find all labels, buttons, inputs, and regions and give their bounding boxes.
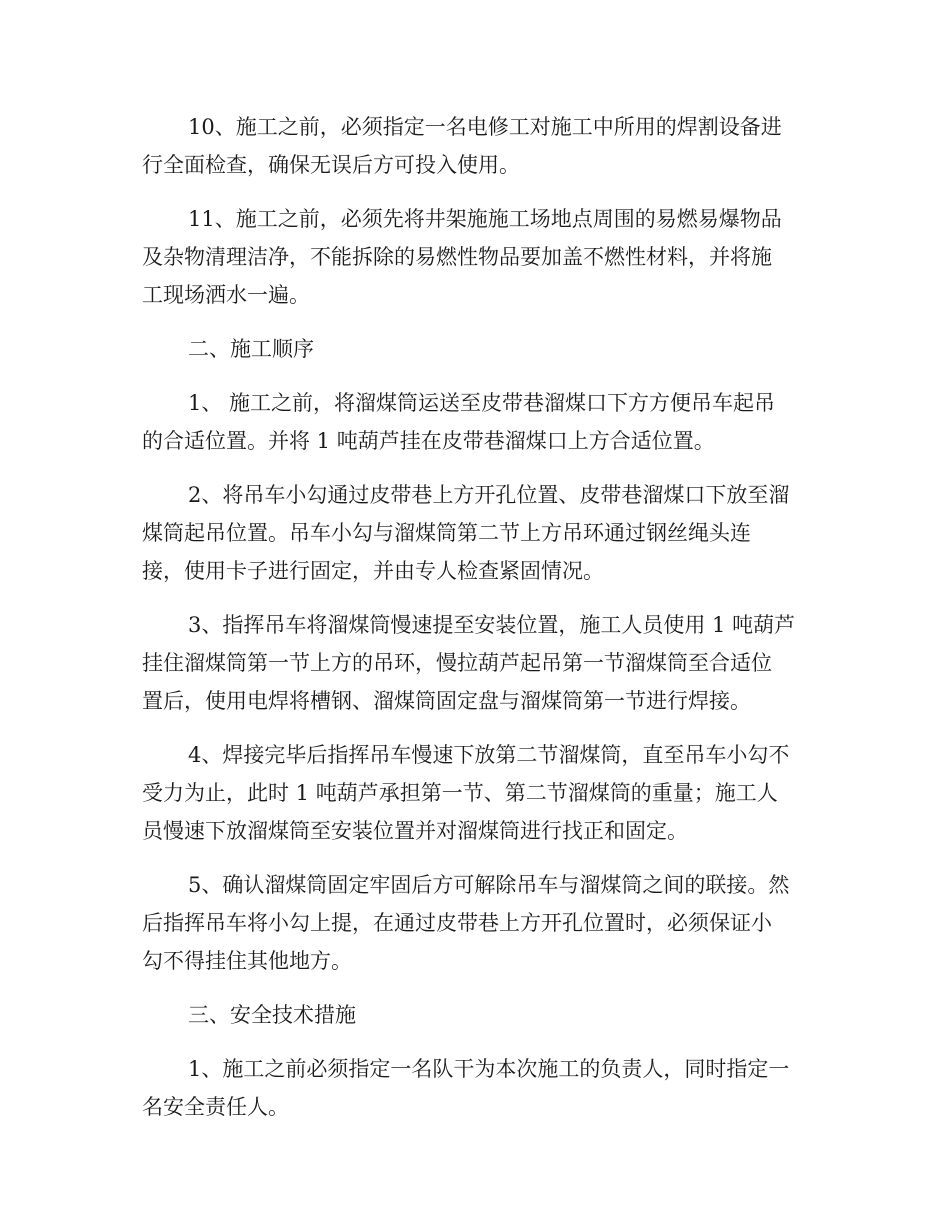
paragraph-line: 5、确认溜煤筒固定牢固后方可解除吊车与溜煤筒之间的联接。然 bbox=[188, 873, 790, 897]
paragraph-line: 后指挥吊车将小勾上提，在通过皮带巷上方开孔位置时，必须保证小 bbox=[142, 911, 772, 935]
paragraph-line: 接，使用卡子进行固定，并由专人检查紧固情况。 bbox=[142, 559, 604, 583]
paragraph-gap bbox=[142, 184, 810, 200]
paragraph-step-3 bbox=[142, 606, 810, 720]
document-body bbox=[142, 108, 810, 1126]
paragraph-line: 及杂物清理洁净，不能拆除的易燃性物品要加盖不燃性材料，并将施 bbox=[142, 245, 772, 269]
paragraph-step-5 bbox=[142, 866, 810, 980]
paragraph-gap bbox=[142, 1034, 810, 1050]
paragraph-line: 工现场洒水一遍。 bbox=[142, 283, 310, 307]
paragraph-line: 员慢速下放溜煤筒至安装位置并对溜煤筒进行找正和固定。 bbox=[142, 819, 688, 843]
section-heading: 三、安全技术措施 bbox=[188, 1003, 356, 1027]
paragraph-line: 的合适位置。并将 1 吨葫芦挂在皮带巷溜煤口上方合适位置。 bbox=[142, 429, 715, 453]
paragraph-line: 11、施工之前，必须先将井架施施工场地点周围的易燃易爆物品 bbox=[188, 207, 782, 231]
section-heading-construction-order bbox=[142, 330, 810, 368]
paragraph-item-10 bbox=[142, 108, 810, 184]
paragraph-line: 3、指挥吊车将溜煤筒慢速提至安装位置，施工人员使用 1 吨葫芦 bbox=[188, 613, 796, 637]
paragraph-gap bbox=[142, 720, 810, 736]
paragraph-line: 煤筒起吊位置。吊车小勾与溜煤筒第二节上方吊环通过钢丝绳头连 bbox=[142, 521, 751, 545]
paragraph-gap bbox=[142, 368, 810, 384]
section-heading-safety-measures bbox=[142, 996, 810, 1034]
paragraph-item-11 bbox=[142, 200, 810, 314]
paragraph-line: 1、 施工之前，将溜煤筒运送至皮带巷溜煤口下方方便吊车起吊 bbox=[188, 391, 776, 415]
paragraph-gap bbox=[142, 590, 810, 606]
paragraph-step-4 bbox=[142, 736, 810, 850]
paragraph-step-1 bbox=[142, 384, 810, 460]
paragraph-safety-1 bbox=[142, 1050, 810, 1126]
section-heading: 二、施工顺序 bbox=[188, 337, 314, 361]
paragraph-gap bbox=[142, 314, 810, 330]
paragraph-line: 行全面检查，确保无误后方可投入使用。 bbox=[142, 153, 520, 177]
paragraph-line: 受力为止，此时 1 吨葫芦承担第一节、第二节溜煤筒的重量；施工人 bbox=[142, 781, 778, 805]
paragraph-gap bbox=[142, 460, 810, 476]
paragraph-line: 勾不得挂住其他地方。 bbox=[142, 949, 352, 973]
paragraph-gap bbox=[142, 980, 810, 996]
paragraph-line: 10、施工之前，必须指定一名电修工对施工中所用的焊割设备进 bbox=[188, 115, 782, 139]
paragraph-line: 置后，使用电焊将槽钢、溜煤筒固定盘与溜煤筒第一节进行焊接。 bbox=[142, 689, 751, 713]
paragraph-step-2 bbox=[142, 476, 810, 590]
paragraph-gap bbox=[142, 850, 810, 866]
paragraph-line: 4、焊接完毕后指挥吊车慢速下放第二节溜煤筒，直至吊车小勾不 bbox=[188, 743, 790, 767]
paragraph-line: 1、施工之前必须指定一名队干为本次施工的负责人，同时指定一 bbox=[188, 1057, 790, 1081]
paragraph-line: 2、将吊车小勾通过皮带巷上方开孔位置、皮带巷溜煤口下放至溜 bbox=[188, 483, 790, 507]
paragraph-line: 挂住溜煤筒第一节上方的吊环，慢拉葫芦起吊第一节溜煤筒至合适位 bbox=[142, 651, 772, 675]
paragraph-line: 名安全责任人。 bbox=[142, 1095, 289, 1119]
